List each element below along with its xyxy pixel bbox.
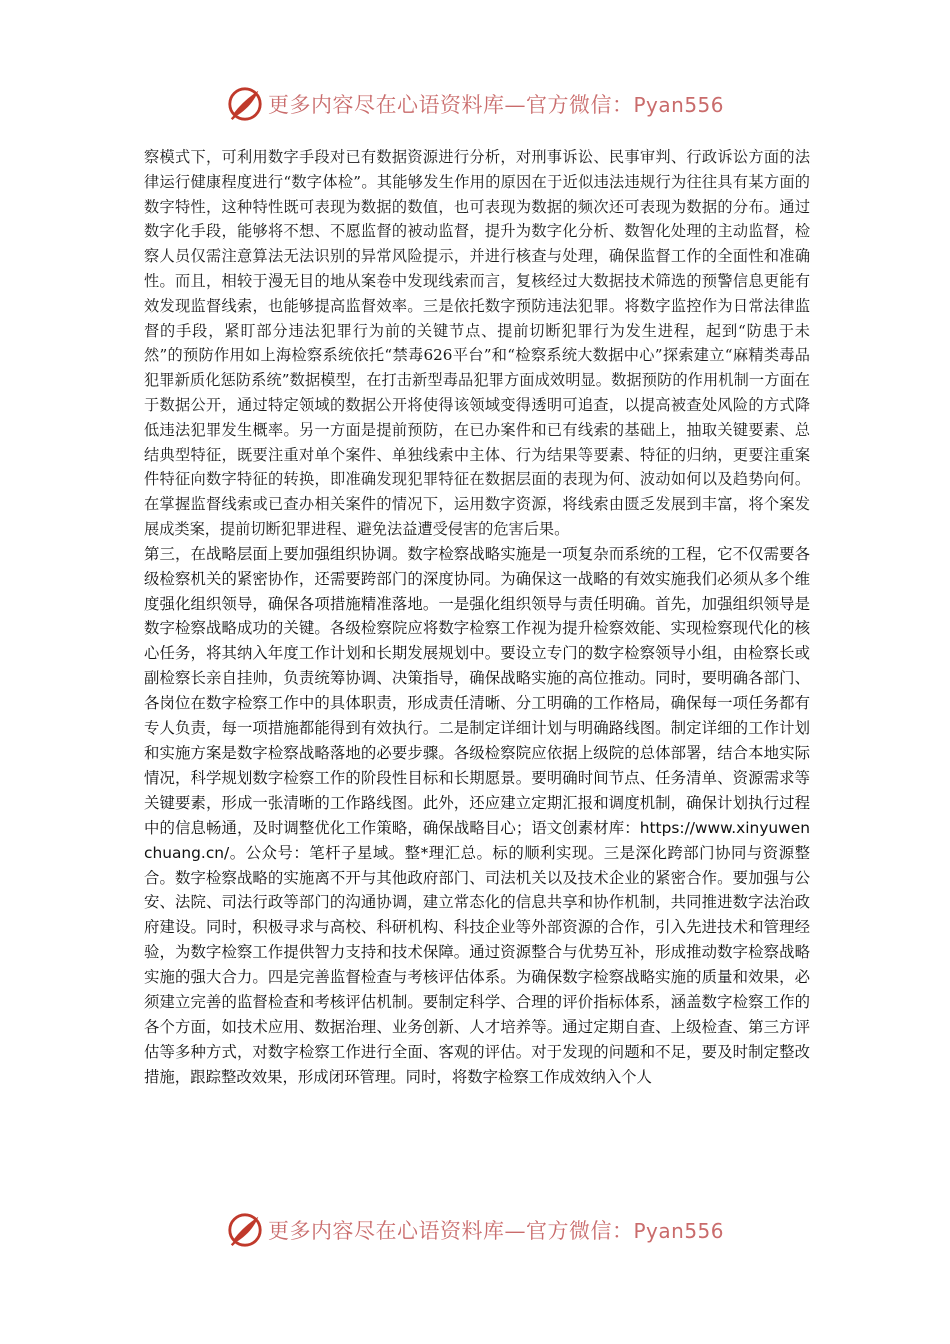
header-watermark-banner bbox=[0, 82, 950, 126]
document-body bbox=[144, 145, 810, 1090]
banner-text: 更多内容尽在心语资料库—官方微信：Pyan556 bbox=[267, 93, 724, 117]
wechat-id: Pyan556 bbox=[633, 93, 724, 117]
quill-logo-icon bbox=[226, 1211, 264, 1249]
banner-text: 更多内容尽在心语资料库—官方微信：Pyan556 bbox=[267, 1219, 724, 1243]
paragraph-1: 察模式下，可利用数字手段对已有数据资源进行分析，对刑事诉讼、民事审判、行政诉讼方面的法律运行健康程度进行“数字体检”。其能够发生作用的原因在于近似违法违规行为往往具有某方面的数字特性，这种特性既可表现为数据的数值，也可表现为数据的频次还可表现为数据的分布。通过数字化手段，能够将不想、不愿监督的被动监督，提升为数字化分析、数智化处理的主动监督，检察人员仅需注意算法无法识别的异常风险提示，并进行核查与处理，确保监督工作的全面性和准确性。而且，相较于漫无目的地从案卷中发现线索而言，复核经过大数据技术筛选的预警信息更能有效发现监督线索，也能够提高监督效率。三是依托数字预防违法犯罪。将数字监控作为日常法律监督的手段，紧盯部分违法犯罪行为前的关键节点、提前切断犯罪行为发生进程，起到“防患于未然”的预防作用如上海检察系统依托“禁毒626平台”和“检察系统大数据中心”探索建立“麻精类毒品犯罪新质化惩防系统”数据模型，在打击新型毒品犯罪方面成效明显。数据预防的作用机制一方面在于数据公开，通过特定领域的数据公开将使得该领域变得透明可追查，以提高被查处风险的方式降低违法犯罪发生概率。另一方面是提前预防，在已办案件和已有线索的基础上，抽取关键要素、总结典型特征，既要注重对单个案件、单独线索中主体、行为结果等要素、特征的归纳，更要注重案件特征向数字特征的转换，即准确发现犯罪特征在数据层面的表现为何、波动如何以及趋势向何。在掌握监督线索或已查办相关案件的情况下，运用数字资源，将线索由匮乏发展到丰富，将个案发展成类案，提前切断犯罪进程、避免法益遭受侵害的危害后果。 bbox=[144, 148, 810, 538]
wechat-id: Pyan556 bbox=[633, 1219, 724, 1243]
quill-logo-icon bbox=[226, 85, 264, 123]
footer-watermark-banner bbox=[0, 1208, 950, 1252]
paragraph-2: 第三，在战略层面上要加强组织协调。数字检察战略实施是一项复杂而系统的工程，它不仅需要各级检察机关的紧密协作，还需要跨部门的深度协同。为确保这一战略的有效实施我们必须从多个维度强化组织领导，确保各项措施精准落地。一是强化组织领导与责任明确。首先，加强组织领导是数字检察战略成功的关键。各级检察院应将数字检察工作视为提升检察效能、实现检察现代化的核心任务，将其纳入年度工作计划和长期发展规划中。要设立专门的数字检察领导小组，由检察长或副检察长亲自挂帅，负责统筹协调、决策指导，确保战略实施的高位推动。同时，要明确各部门、各岗位在数字检察工作中的具体职责，形成责任清晰、分工明确的工作格局，确保每一项任务都有专人负责，每一项措施都能得到有效执行。二是制定详细计划与明确路线图。制定详细的工作计划和实施方案是数字检察战略落地的必要步骤。各级检察院应依据上级院的总体部署，结合本地实际情况，科学规划数字检察工作的阶段性目标和长期愿景。要明确时间节点、任务清单、资源需求等关键要素，形成一张清晰的工作路线图。此外，还应建立定期汇报和调度机制，确保计划执行过程中的信息畅通，及时调整优化工作策略，确保战略目心；语文创素材库：https://www.xinyuwenchuang.cn/。公众号：笔杆子星域。整*理汇总。标的顺利实现。三是深化跨部门协同与资源整合。数字检察战略的实施离不开与其他政府部门、司法机关以及技术企业的紧密合作。要加强与公安、法院、司法行政等部门的沟通协调，建立常态化的信息共享和协作机制，共同推进数字法治政府建设。同时，积极寻求与高校、科研机构、科技企业等外部资源的合作，引入先进技术和管理经验，为数字检察工作提供智力支持和技术保障。通过资源整合与优势互补，形成推动数字检察战略实施的强大合力。四是完善监督检查与考核评估体系。为确保数字检察战略实施的质量和效果，必须建立完善的监督检查和考核评估机制。要制定科学、合理的评价指标体系，涵盖数字检察工作的各个方面，如技术应用、数据治理、业务创新、人才培养等。通过定期自查、上级检查、第三方评估等多种方式，对数字检察工作进行全面、客观的评估。对于发现的问题和不足，要及时制定整改措施，跟踪整改效果，形成闭环管理。同时，将数字检察工作成效纳入个人 bbox=[144, 544, 810, 1086]
